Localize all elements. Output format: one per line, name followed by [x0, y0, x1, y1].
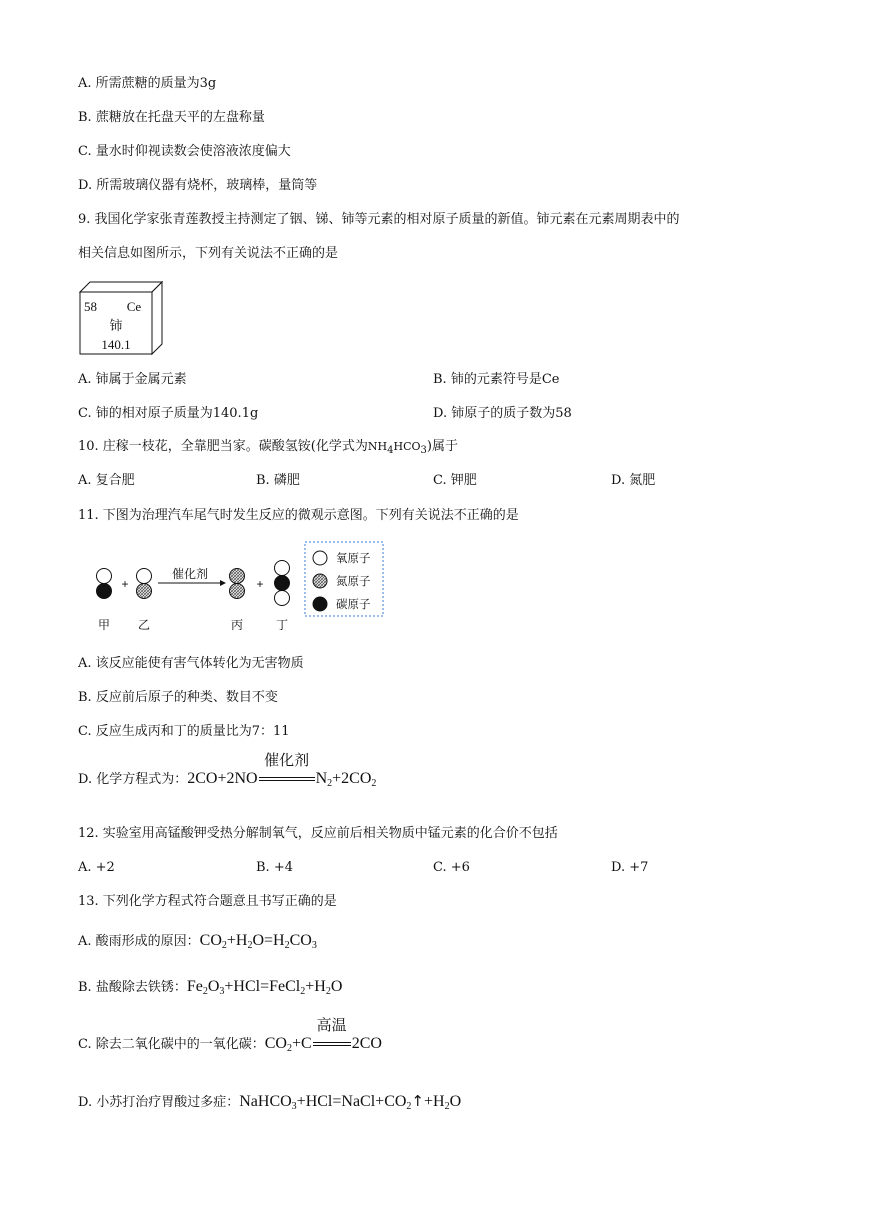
q11-eq-n-sub: 2 [327, 778, 333, 789]
q10-option-a: A. 复合肥 [78, 473, 135, 488]
q9-stem-line2: 相关信息如图所示，下列有关说法不正确的是 [78, 246, 339, 261]
q11-eq-catalyst: 催化剂 [264, 753, 310, 769]
element-symbol: Ce [126, 299, 142, 314]
ding-oxygen-atom-1 [275, 561, 290, 576]
q11-eq-condition [259, 753, 315, 788]
element-cell-ce [78, 280, 164, 356]
plus-sign-2: + [256, 577, 264, 591]
legend-oxygen-icon [313, 551, 327, 565]
q12-stem: 12. 实验室用高锰酸钾受热分解制氧气，反应前后相关物质中锰元素的化合价不包括 [78, 826, 558, 841]
q11-option-d [78, 753, 377, 789]
catalyst-label: 催化剂 [171, 567, 209, 581]
element-mass: 140.1 [101, 337, 131, 352]
q10-stem [78, 438, 458, 456]
q10-formula-sub1: 4 [387, 445, 394, 456]
q8-option-a: A. 所需蔗糖的质量为3g [78, 76, 217, 91]
q13-option-a [78, 932, 317, 951]
q10-stem-post: )属于 [426, 439, 458, 454]
q13-c-condition [313, 1018, 351, 1053]
q9-option-a: A. 铈属于金属元素 [78, 372, 187, 387]
q11-eq-n: N [315, 770, 328, 787]
q11-option-c: C. 反应生成丙和丁的质量比为7：11 [78, 724, 290, 739]
q13-c-equation: $CO_2+C$ 高温 2CO [264, 1018, 382, 1054]
q13-c-condition-text: 高温 [316, 1018, 347, 1034]
q10-option-b: B. 磷肥 [256, 473, 300, 488]
q13-option-a-prefix: A. 酸雨形成的原因： [78, 934, 200, 949]
q11-option-d-prefix: D. 化学方程式为： [78, 772, 188, 787]
label-jia: 甲 [97, 618, 111, 632]
q11-equation [187, 753, 377, 789]
q13-stem: 13. 下列化学方程式符合题意且书写正确的是 [78, 894, 337, 909]
q12-option-a: A. +2 [78, 860, 115, 875]
q13-option-c [78, 1018, 382, 1054]
plus-sign-1: + [121, 577, 129, 591]
label-yi: 乙 [137, 618, 151, 632]
q11-stem: 11. 下图为治理汽车尾气时发生反应的微观示意图。下列有关说法不正确的是 [78, 508, 519, 523]
legend-nitrogen-label: 氮原子 [336, 574, 371, 588]
bing-nitrogen-atom-2 [230, 584, 245, 599]
q13-b-equation: $Fe_2O_3+HCl=FeCl_2+H_2O$ [186, 978, 343, 997]
q11-option-b: B. 反应前后原子的种类、数目不变 [78, 690, 278, 705]
q13-d-equation: $NaHCO_3+HCl=NaCl+CO_2↑+H_2O$ [239, 1092, 462, 1112]
q9-stem-line1: 9. 我国化学家张青莲教授主持测定了铟、锑、铈等元素的相对原子质量的新值。铈元素在元素周期表中的 [78, 212, 680, 227]
q11-eq-co-sub: 2 [371, 778, 377, 789]
q10-option-d: D. 氮肥 [611, 473, 656, 488]
q12-option-c: C. +6 [433, 860, 470, 875]
q9-option-d: D. 铈原子的质子数为58 [433, 406, 572, 421]
bing-nitrogen-atom-1 [230, 569, 245, 584]
q13-option-d-prefix: D. 小苏打治疗胃酸过多症： [78, 1095, 240, 1110]
q12-option-d: D. +7 [611, 860, 649, 875]
jia-carbon-atom [97, 584, 112, 599]
q13-a-equation: $CO_2+H_2O=H_2CO_3$ [199, 932, 317, 951]
legend-nitrogen-icon [313, 574, 327, 588]
legend-oxygen-label: 氧原子 [336, 551, 371, 565]
q10-stem-pre: 10. 庄稼一枝花，全靠肥当家。碳酸氢铵(化学式为 [78, 439, 368, 454]
reaction-diagram [88, 540, 388, 640]
q12-option-b: B. +4 [256, 860, 293, 875]
legend-carbon-label: 碳原子 [336, 597, 371, 611]
q13-option-c-prefix: C. 除去二氧化碳中的一氧化碳： [78, 1037, 265, 1052]
legend-carbon-icon [313, 597, 327, 611]
jia-oxygen-atom [97, 569, 112, 584]
q8-option-c: C. 量水时仰视读数会使溶液浓度偏大 [78, 144, 291, 159]
gas-up-arrow-icon: ↑ [411, 1092, 424, 1110]
q13-option-b [78, 978, 342, 997]
element-name: 铈 [109, 319, 123, 334]
q13-option-d [78, 1092, 461, 1112]
ding-oxygen-atom-2 [275, 591, 290, 606]
label-ding: 丁 [275, 618, 289, 632]
q8-option-d: D. 所需玻璃仪器有烧杯，玻璃棒，量筒等 [78, 178, 318, 193]
yi-oxygen-atom [137, 569, 152, 584]
q10-formula-nh: NH [367, 440, 388, 453]
yi-nitrogen-atom [137, 584, 152, 599]
q8-option-b: B. 蔗糖放在托盘天平的左盘称量 [78, 110, 265, 125]
q11-eq-left: 2CO+2NO [187, 770, 258, 787]
q9-option-b: B. 铈的元素符号是Ce [433, 372, 560, 387]
element-atomic-number: 58 [84, 299, 97, 314]
q11-option-a: A. 该反应能使有害气体转化为无害物质 [78, 656, 304, 671]
q11-eq-co: +2CO [332, 770, 372, 787]
label-bing: 丙 [230, 618, 244, 632]
q10-option-c: C. 钾肥 [433, 473, 477, 488]
q9-option-c: C. 铈的相对原子质量为140.1g [78, 406, 259, 421]
q13-option-b-prefix: B. 盐酸除去铁锈： [78, 980, 187, 995]
q10-formula-sub2: 3 [420, 445, 427, 456]
q10-formula-hco: HCO [393, 440, 421, 453]
ding-carbon-atom [275, 576, 290, 591]
